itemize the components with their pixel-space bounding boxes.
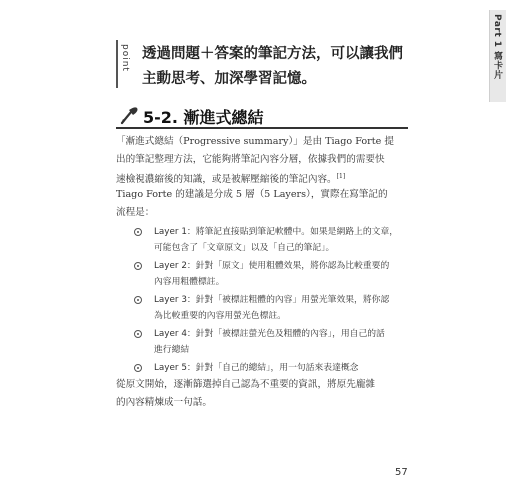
list-item-line: 內容用粗體標註。 [154, 277, 225, 287]
point-text [142, 42, 407, 92]
list-item [134, 258, 408, 290]
intro-paragraph [116, 133, 408, 189]
chapter-tab [489, 10, 506, 102]
list-item [134, 224, 408, 256]
paragraph-line: 「漸進式總結（Progressive summary）」是由 Tiago Forte 提 [116, 136, 394, 147]
list-item-line: Layer 2：針對「原文」使用粗體效果，將你認為比較重要的 [154, 261, 390, 271]
reference-mark: [1] [336, 173, 346, 180]
chapter-tab-label: Part 1 寫卡片 [492, 14, 502, 80]
section-title: 5-2. 漸進式總結 [143, 108, 264, 127]
paragraph-line: 出的筆記整理方法，它能夠將筆記內容分層，依據我們的需要快 [116, 153, 385, 165]
bullet-icon [134, 330, 142, 338]
bullet-icon [134, 228, 142, 236]
point-label: point [120, 44, 130, 72]
paragraph-line: 的內容精煉成一句話。 [116, 396, 212, 408]
list-item-line: Layer 5：針對「自己的總結」，用一句話來表達概念 [154, 363, 359, 373]
list-item [134, 360, 408, 376]
list-item-line: Layer 1：將筆記直接貼到筆記軟體中。如果是網路上的文章， [154, 227, 399, 237]
bullet-icon [134, 364, 142, 372]
paragraph-line: 從原文開始，逐漸篩選掉自己認為不重要的資訊，將原先龐雜 [116, 379, 376, 390]
paragraph-line: 流程是： [116, 206, 155, 218]
page-number: 57 [395, 467, 408, 478]
point-line: 主動思考、加深學習記憶。 [142, 71, 316, 87]
pencil-icon [118, 104, 140, 126]
list-item-line: 進行總結 [154, 345, 190, 355]
list-item-line: Layer 3：針對「被標註粗體的內容」用螢光筆效果，將你認 [154, 295, 390, 305]
bullet-icon [134, 262, 142, 270]
list-item [134, 326, 408, 358]
layers-intro-paragraph [116, 186, 408, 221]
section-rule [116, 127, 408, 129]
list-item-line: 可能包含了「文章原文」以及「自己的筆記」。 [154, 243, 335, 253]
conclusion-paragraph [116, 376, 408, 411]
point-line: 透過問題＋答案的筆記方法，可以讓我們 [142, 46, 403, 62]
bullet-icon [134, 296, 142, 304]
paragraph-line: Tiago Forte 的建議是分成 5 層（5 Layers），實際在寫筆記的 [116, 189, 388, 200]
list-item [134, 292, 408, 324]
paragraph-line-text: 速檢視濃縮後的知識，或是被解壓縮後的筆記內容。 [116, 174, 337, 186]
layers-list [134, 224, 408, 378]
list-item-line: 為比較重要的內容用螢光色標註。 [154, 311, 286, 321]
list-item-line: Layer 4：針對「被標註螢光色及粗體的內容」，用自己的話 [154, 329, 385, 339]
